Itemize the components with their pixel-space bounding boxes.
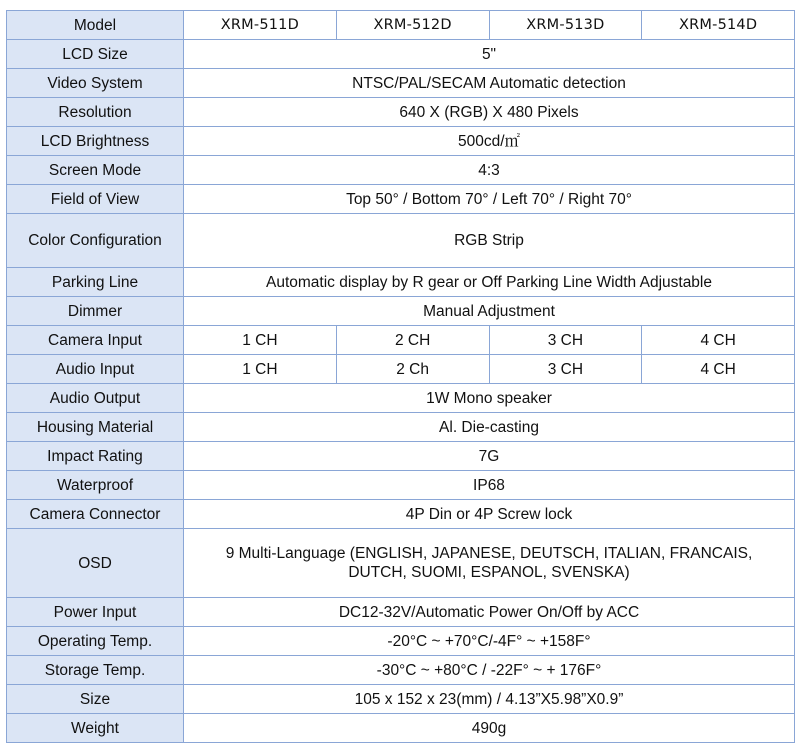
table-row [7,413,795,442]
row-label: Color Configuration [7,214,184,268]
row-label: OSD [7,529,184,598]
row-label: LCD Brightness [7,127,184,156]
row-label: Weight [7,714,184,743]
table-row [7,627,795,656]
row-value: 2 Ch [336,355,489,384]
row-value [184,529,795,598]
table-row [7,685,795,714]
row-label: Storage Temp. [7,656,184,685]
row-value: 5" [184,40,795,69]
row-label: Waterproof [7,471,184,500]
row-value: 7G [184,442,795,471]
row-label: Field of View [7,185,184,214]
table-row [7,297,795,326]
row-value: IP68 [184,471,795,500]
row-value-line: DUTCH, SUOMI, ESPANOL, SVENSKA) [348,564,630,581]
row-label: Video System [7,69,184,98]
row-value: 4 CH [642,326,795,355]
row-value: 500cd/㎡ [184,127,795,156]
table-row [7,529,795,598]
row-value: 1 CH [184,355,337,384]
table-row [7,127,795,156]
table-row [7,214,795,268]
spec-table [6,10,795,743]
table-row [7,98,795,127]
row-value: Automatic display by R gear or Off Parking Line Width Adjustable [184,268,795,297]
row-value: 105 x 152 x 23(mm) / 4.13”X5.98”X0.9” [184,685,795,714]
row-label: Camera Connector [7,500,184,529]
table-row [7,156,795,185]
row-value-line: 9 Multi-Language (ENGLISH, JAPANESE, DEUTSCH, ITALIAN, FRANCAIS, [225,545,753,562]
row-value: 4P Din or 4P Screw lock [184,500,795,529]
row-label: Housing Material [7,413,184,442]
row-value: 1W Mono speaker [184,384,795,413]
table-row [7,355,795,384]
table-row [7,442,795,471]
table-row [7,384,795,413]
row-label: Parking Line [7,268,184,297]
row-value: RGB Strip [184,214,795,268]
table-row [7,714,795,743]
model-name: XRM-511D [184,11,337,40]
row-label: Audio Input [7,355,184,384]
row-value: 3 CH [489,326,642,355]
row-value: 640 X (RGB) X 480 Pixels [184,98,795,127]
row-label: Dimmer [7,297,184,326]
model-name: XRM-513D [489,11,642,40]
row-value: -30°C ~ +80°C / -22F° ~ + 176F° [184,656,795,685]
row-value: Al. Die-casting [184,413,795,442]
header-row [7,11,795,40]
row-value: DC12-32V/Automatic Power On/Off by ACC [184,598,795,627]
table-row [7,471,795,500]
table-row [7,598,795,627]
table-row [7,656,795,685]
table-row [7,500,795,529]
row-label: Screen Mode [7,156,184,185]
row-label: Camera Input [7,326,184,355]
row-label: Power Input [7,598,184,627]
row-value: 3 CH [489,355,642,384]
row-label: LCD Size [7,40,184,69]
row-value: 4:3 [184,156,795,185]
row-value: Manual Adjustment [184,297,795,326]
table-row [7,40,795,69]
row-label: Resolution [7,98,184,127]
row-value: 1 CH [184,326,337,355]
row-value: 2 CH [336,326,489,355]
model-name: XRM-514D [642,11,795,40]
row-value: -20°C ~ +70°C/-4F° ~ +158F° [184,627,795,656]
row-label: Impact Rating [7,442,184,471]
row-value: 490g [184,714,795,743]
row-value: Top 50° / Bottom 70° / Left 70° / Right 70° [184,185,795,214]
table-row [7,268,795,297]
table-row [7,326,795,355]
row-label: Audio Output [7,384,184,413]
table-row [7,69,795,98]
row-label: Size [7,685,184,714]
model-name: XRM-512D [336,11,489,40]
table-row [7,185,795,214]
row-value: 4 CH [642,355,795,384]
row-label: Operating Temp. [7,627,184,656]
row-value: NTSC/PAL/SECAM Automatic detection [184,69,795,98]
header-label: Model [7,11,184,40]
